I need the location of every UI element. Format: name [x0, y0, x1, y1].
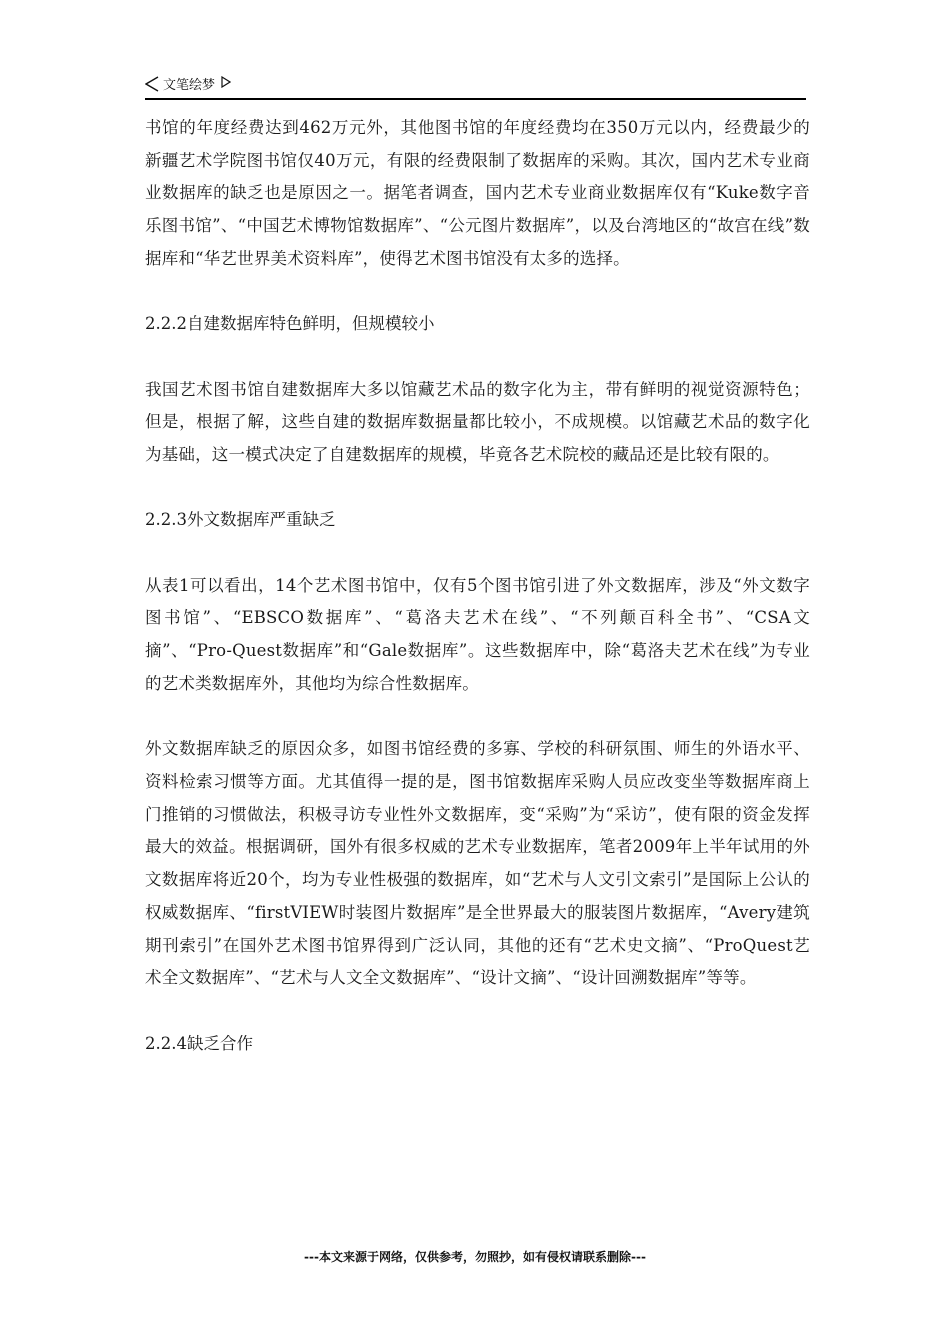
triangle-left-icon [145, 76, 159, 92]
paragraph-4: 外文数据库缺乏的原因众多，如图书馆经费的多寡、学校的科研氛围、师生的外语水平、资料检索习惯等方面。尤其值得一提的是，图书馆数据库采购人员应改变坐等数据库商上门推销的习惯做法，积极寻访专业性外文数据库，变“采购”为“采访”，使有限的资金发挥最大的效益。根据调研，国外有很多权威的艺术专业数据库，笔者2009年上半年试用的外文数据库将近20个，均为专业性极强的数据库，如“艺术与人文引文索引”是国际上公认的权威数据库、“firstVIEW时装图片数据库”是全世界最大的服装图片数据库，“Avery建筑期刊索引”在国外艺术图书馆界得到广泛认同，其他的还有“艺术史文摘”、“ProQuest艺术全文数据库”、“艺术与人文全文数据库”、“设计文摘”、“设计回溯数据库”等等。 [145, 739, 810, 988]
spacer [145, 701, 810, 734]
triangle-right-icon [221, 76, 231, 88]
spacer [145, 276, 810, 309]
paragraph-2: 我国艺术图书馆自建数据库大多以馆藏艺术品的数字化为主，带有鲜明的视觉资源特色；但是，根据了解，这些自建的数据库数据量都比较小，不成规模。以馆藏艺术品的数字化为基础，这一模式决定了自建数据库的规模，毕竟各艺术院校的藏品还是比较有限的。 [145, 379, 810, 464]
paragraph-1: 书馆的年度经费达到462万元外，其他图书馆的年度经费均在350万元以内，经费最少的新疆艺术学院图书馆仅40万元，有限的经费限制了数据库的采购。其次，国内艺术专业商业数据库的缺乏也是原因之一。据笔者调查，国内艺术专业商业数据库仅有“Kuke数字音乐图书馆”、“中国艺术博物馆数据库”、“公元图片数据库”，以及台湾地区的“故宫在线”数据库和“华艺世界美术资料库”，使得艺术图书馆没有太多的选择。 [145, 118, 810, 268]
document-body [145, 112, 810, 1060]
spacer [145, 341, 810, 374]
section-heading-2-2-2: 2.2.2自建数据库特色鲜明，但规模较小 [145, 314, 435, 334]
spacer [145, 537, 810, 570]
section-heading-2-2-4: 2.2.4缺乏合作 [145, 1033, 253, 1053]
page-header [145, 72, 806, 100]
section-heading-2-2-3: 2.2.3外文数据库严重缺乏 [145, 510, 336, 530]
header-title: 文笔绘梦 [163, 78, 216, 93]
paragraph-3: 从表1可以看出，14个艺术图书馆中，仅有5个图书馆引进了外文数据库，涉及“外文数字图书馆”、“EBSCO数据库”、“葛洛夫艺术在线”、“不列颠百科全书”、“CSA文摘”、“Pro-Quest数据库”和“Gale数据库”。这些数据库中，除“葛洛夫艺术在线”为专业的艺术类数据库外，其他均为综合性数据库。 [145, 575, 810, 693]
spacer [145, 472, 810, 505]
spacer [145, 995, 810, 1028]
page-footer: ---本文来源于网络，仅供参考，勿照抄，如有侵权请联系删除--- [304, 1250, 646, 1264]
header-inner [145, 74, 231, 93]
